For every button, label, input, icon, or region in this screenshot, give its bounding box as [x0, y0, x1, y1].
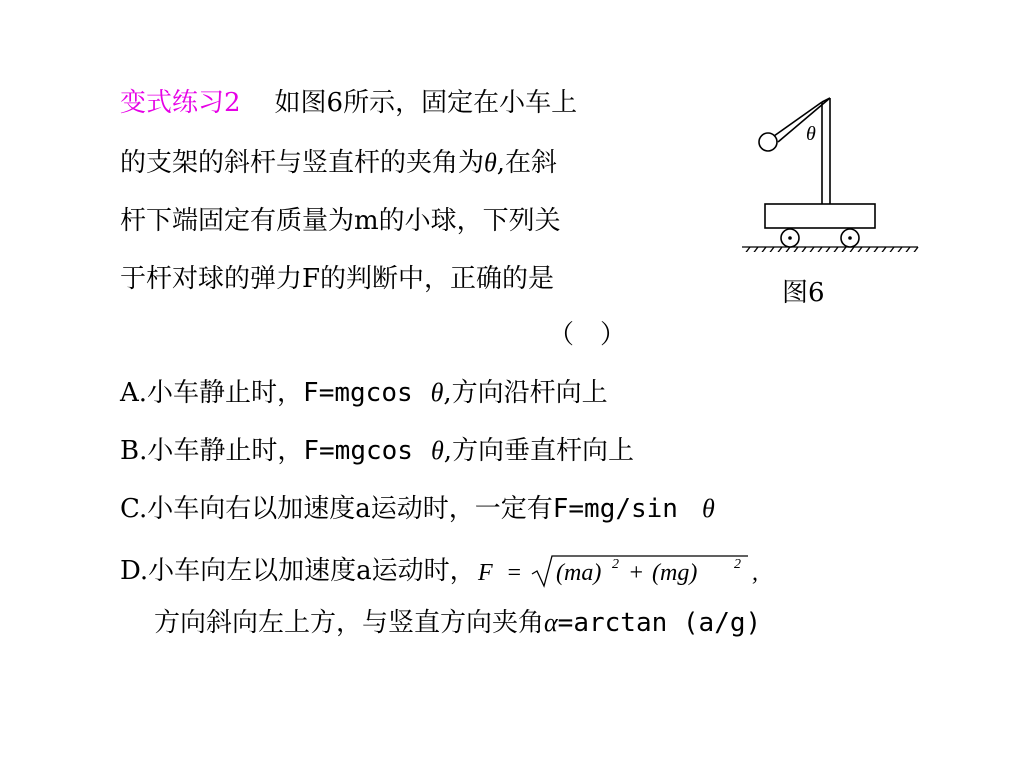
ground: [742, 247, 918, 252]
sqrt-formula: [476, 552, 766, 592]
alpha-symbol: α: [544, 608, 558, 637]
theta-symbol: θ: [484, 148, 497, 177]
cart-diagram: [740, 92, 920, 252]
option-b-prefix: B.小车静止时，: [120, 436, 304, 466]
cart-figure: [740, 92, 920, 252]
problem-line-1: [120, 88, 577, 118]
formula-equals: =: [505, 560, 522, 586]
formula-term-2: (mg): [651, 560, 698, 586]
option-d: [120, 552, 766, 592]
cart-body: [765, 204, 875, 228]
figure-caption: 图6: [782, 278, 825, 308]
option-a-suffix: ,方向沿杆向上: [443, 378, 608, 408]
stem-text-2a: 的支架的斜杆与竖直杆的夹角为: [120, 148, 485, 178]
option-a-prefix: A.小车静止时，: [120, 378, 304, 408]
option-b: [120, 436, 634, 466]
option-b-suffix: ,方向垂直杆向上: [443, 436, 634, 466]
option-d-line2-formula: =arctan (a/g): [557, 608, 762, 638]
option-a-formula: F=mgcos: [303, 378, 413, 408]
formula-exp-2: 2: [733, 557, 741, 572]
stem-text-1: 如图6所示，固定在小车上: [274, 88, 578, 118]
problem-line-4: 于杆对球的弹力F的判断中，正确的是: [120, 264, 555, 294]
theta-symbol: θ: [430, 378, 444, 407]
formula-comma: ,: [751, 560, 758, 586]
option-d-prefix: D.小车向左以加速度a运动时，: [120, 556, 476, 586]
theta-symbol: θ: [701, 494, 715, 523]
cart-wheel-left: [781, 229, 799, 247]
formula-lhs: F: [477, 560, 493, 586]
exercise-tag: 变式练习2: [120, 88, 241, 118]
option-d-formula: [476, 552, 766, 592]
problem-line-2: [120, 148, 557, 178]
vertical-pole: [822, 98, 830, 204]
formula-plus: +: [627, 560, 644, 586]
figure-angle-label: θ: [806, 123, 816, 145]
option-a: [120, 378, 608, 408]
formula-term-1: (ma): [555, 560, 602, 586]
option-c-prefix: C.小车向右以加速度a运动时，一定有: [120, 494, 553, 524]
cart-wheel-right: [841, 229, 859, 247]
ball: [759, 133, 777, 151]
problem-line-3: 杆下端固定有质量为m的小球，下列关: [120, 206, 561, 236]
option-d-line-2: [154, 608, 761, 638]
formula-exp-1: 2: [611, 557, 619, 572]
option-c: [120, 494, 715, 524]
option-b-formula: F=mgcos: [303, 436, 413, 466]
option-d-line2-prefix: 方向斜向左上方，与竖直方向夹角: [154, 608, 545, 638]
option-c-formula: F=mg/sin: [552, 494, 678, 524]
stem-text-2b: ,在斜: [496, 148, 558, 178]
theta-symbol: θ: [430, 436, 444, 465]
answer-blank: （ ）: [548, 320, 627, 350]
